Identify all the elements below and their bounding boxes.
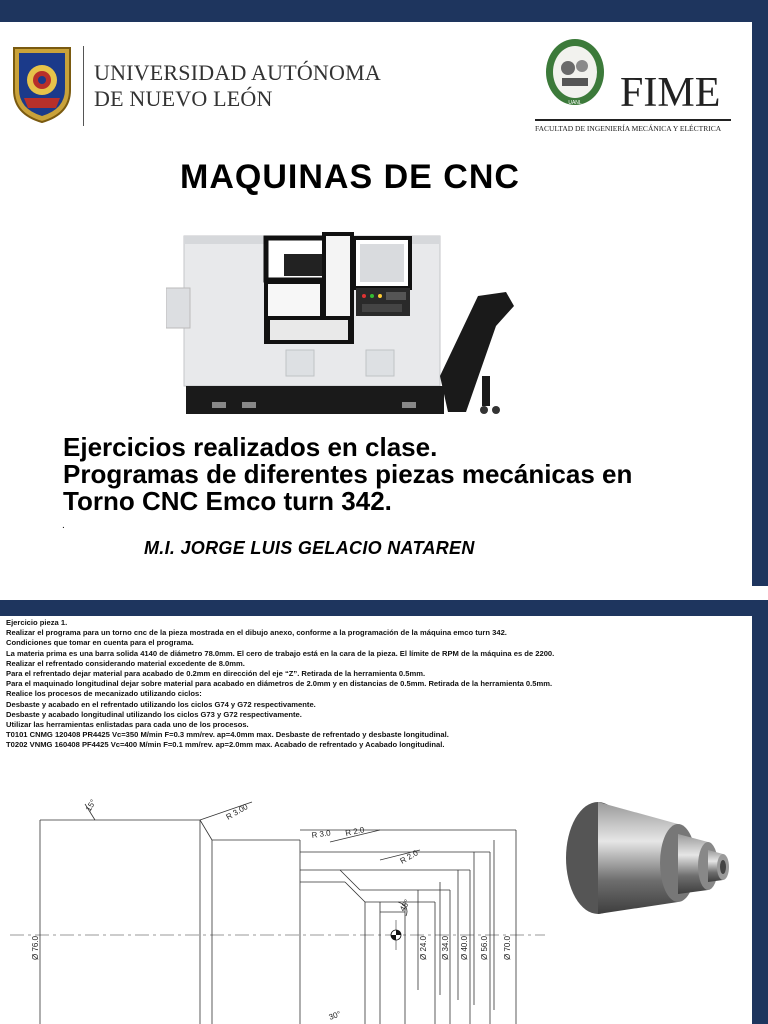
instruction-line: Ejercicio pieza 1. xyxy=(6,618,68,627)
instruction-line: Para el refrentado dejar material para acabado de 0.2mm en dirección del eje “Z”. Retirada de la herramienta 0.5mm. xyxy=(6,669,426,679)
dim-d24: Ø 24.0 xyxy=(419,935,428,960)
dim-angle-30: 30° xyxy=(327,1009,343,1022)
description-line1: Ejercicios realizados en clase. xyxy=(63,432,438,462)
instruction-line: Realice los procesos de mecanizado utilizando ciclos: xyxy=(6,689,202,699)
logo-divider xyxy=(83,46,84,126)
dim-r300: R 3.00 xyxy=(224,802,250,822)
instruction-line: Condiciones que tomar en cuenta para el programa. xyxy=(6,638,194,648)
university-name-line2: DE NUEVO LEÓN xyxy=(94,86,273,111)
instruction-line: Utilizar las herramientas enlistadas para cada uno de los procesos. xyxy=(6,720,249,730)
faculty-full-name: FACULTAD DE INGENIERÍA MECÁNICA Y ELÉCTRICA xyxy=(535,124,722,133)
dim-d56: Ø 56.0 xyxy=(480,935,489,960)
instruction-line: Desbaste y acabado en el refrentado utilizando los ciclos G74 y G72 respectivamente. xyxy=(6,699,316,709)
dim-d40: Ø 40.0 xyxy=(460,935,469,960)
svg-text:UANL: UANL xyxy=(568,100,582,106)
dim-angle-15: 15° xyxy=(83,798,98,813)
instruction-line: Para el maquinado longitudinal dejar sobre material para acabado en diámetros de 2.0mm y en distancias de 0.5mm. Retirada de la herramienta 0.5mm. xyxy=(6,679,553,689)
dim-r20-b: R 2.0 xyxy=(398,848,420,866)
slide-title: MAQUINAS DE CNC xyxy=(180,158,520,196)
slide-gap xyxy=(0,586,768,600)
university-name xyxy=(94,60,381,112)
cnc-lathe-image xyxy=(166,226,528,420)
instruction-line: T0202 VNMG 160408 PF4425 Vc=400 M/min F=0.1 mm/rev. ap=2.0mm max. Acabado de refrentado y Acabado longitudinal. xyxy=(6,740,445,750)
dim-angle-45: 45° xyxy=(397,898,412,913)
description-line2: Programas de diferentes piezas mecánicas en xyxy=(63,459,633,489)
slide-description xyxy=(63,434,632,515)
exercise-slide xyxy=(0,600,768,1024)
dim-r20-a: R 2.0 xyxy=(344,825,366,838)
slide-top-bar xyxy=(0,0,768,22)
stray-dot: . xyxy=(62,520,65,531)
description-line3: Torno CNC Emco turn 342. xyxy=(63,486,392,516)
instruction-line: Realizar el programa para un torno cnc de la pieza mostrada en el dibujo anexo, conforme a la programación de la máquina emco turn 342. xyxy=(6,628,507,638)
dim-r30: R 3.0 xyxy=(311,828,332,840)
slide-right-bar xyxy=(752,0,768,586)
instruction-line: Realizar el refrentado considerando material excedente de 8.0mm. xyxy=(6,658,245,668)
part-3d-render xyxy=(558,790,738,940)
dim-d76: Ø 76.0 xyxy=(31,935,40,960)
fime-acronym: FIME xyxy=(620,70,721,116)
technical-drawing xyxy=(0,790,545,1024)
dim-d34: Ø 34.0 xyxy=(441,935,450,960)
dim-d70: Ø 70.0 xyxy=(503,935,512,960)
instruction-line: La materia prima es una barra solida 4140 de diámetro 78.0mm. El cero de trabajo está en la cara de la pieza. El límite de RPM de la máquina es de 2200. xyxy=(6,648,555,658)
instruction-line: Desbaste y acabado longitudinal utilizando los ciclos G73 y G72 respectivamente. xyxy=(6,709,302,719)
uanl-crest-logo xyxy=(10,42,74,124)
exercise-instructions xyxy=(6,618,746,751)
university-name-line1: UNIVERSIDAD AUTÓNOMA xyxy=(94,60,381,85)
author-name: M.I. JORGE LUIS GELACIO NATAREN xyxy=(144,538,475,558)
instruction-line: T0101 CNMG 120408 PR4425 Vc=350 M/min F=0.3 mm/rev. ap=4.0mm max. Desbaste de refrentado y desbaste longitudinal. xyxy=(6,730,449,740)
slide-top-bar xyxy=(0,600,768,616)
fime-underline xyxy=(535,119,731,121)
slide-right-bar xyxy=(752,600,768,1024)
fime-seal-logo xyxy=(544,38,606,110)
